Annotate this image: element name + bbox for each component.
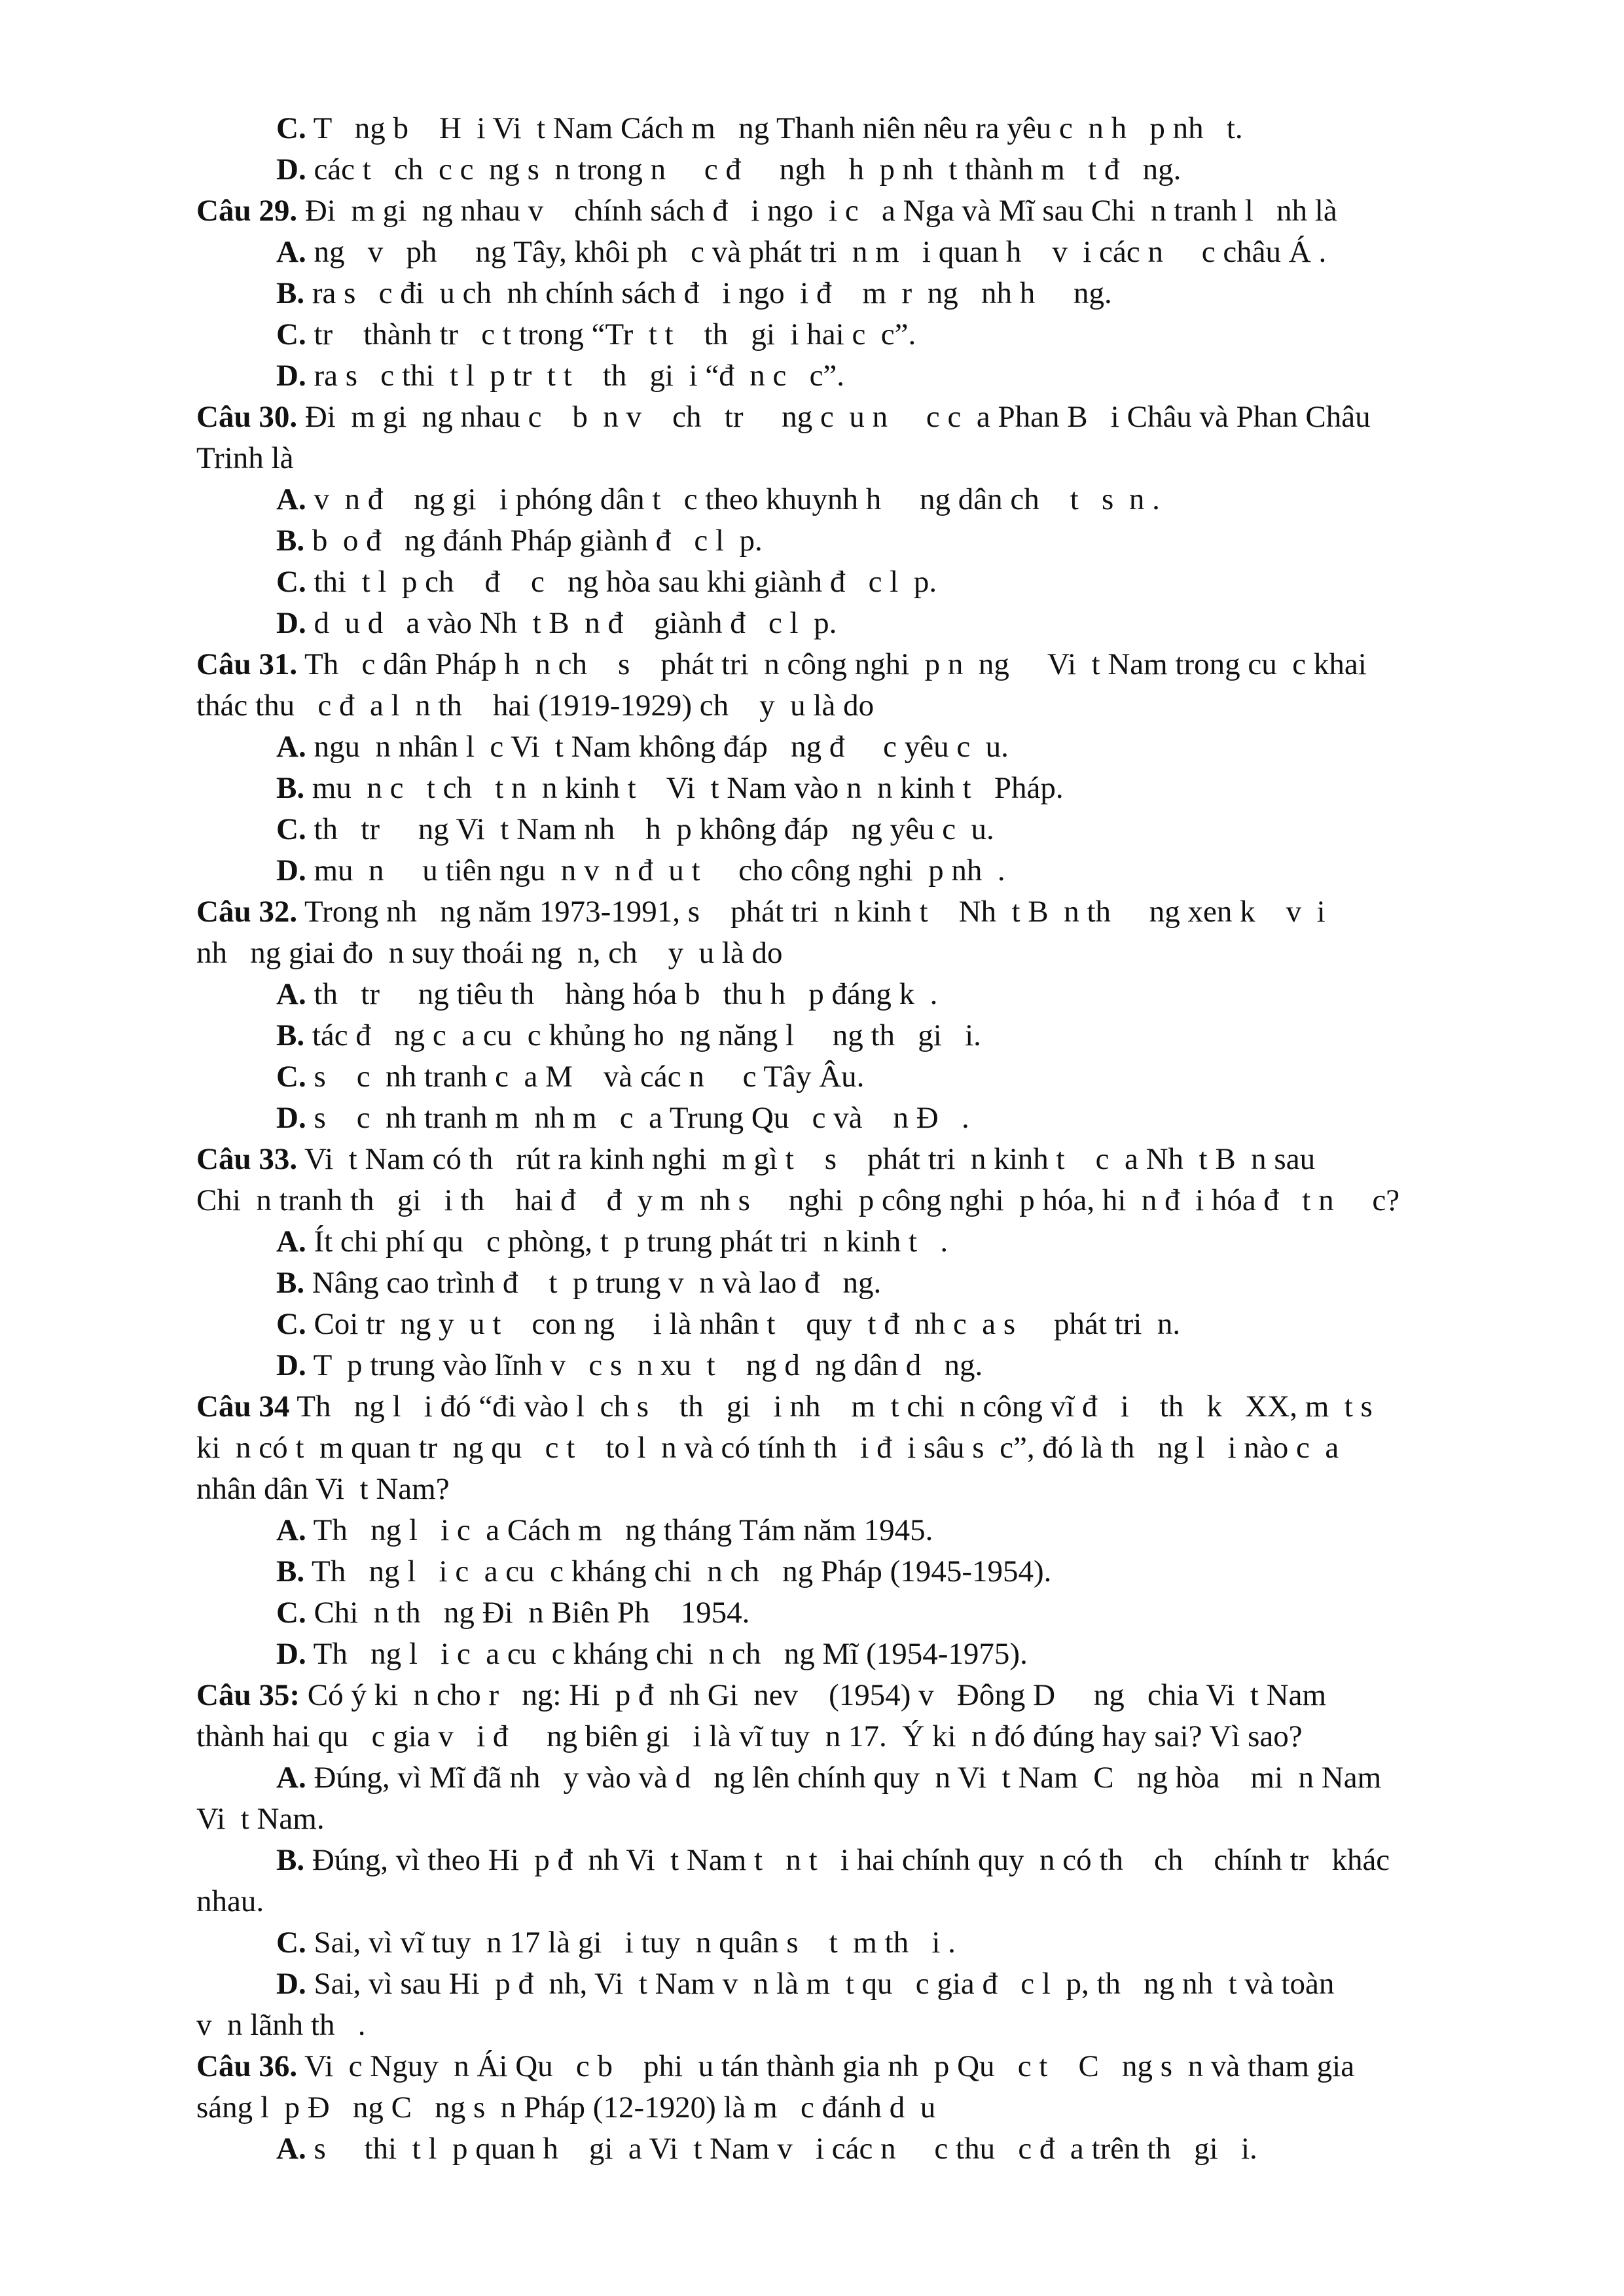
line-text: ra s c đi u ch nh chính sách đ i ngo i đ m r ng nh h ng. <box>304 276 1112 310</box>
option-letter: A. <box>276 1513 306 1547</box>
option-letter: D. <box>276 853 306 888</box>
answer-option-line <box>196 1015 1499 1056</box>
answer-option-line <box>196 1757 1499 1798</box>
line-text: s c nh tranh m nh m c a Trung Qu c và n Đ . <box>306 1101 969 1135</box>
line-text: T p trung vào lĩnh v c s n xu t ng d ng dân d ng. <box>306 1348 983 1382</box>
question-line <box>196 397 1499 437</box>
text-line <box>196 2005 1499 2045</box>
answer-option-line <box>196 149 1499 190</box>
answer-option-line <box>196 809 1499 850</box>
text-line <box>196 1427 1499 1468</box>
answer-option-line <box>196 355 1499 396</box>
question-line <box>196 891 1499 932</box>
answer-option-line <box>196 974 1499 1014</box>
line-text: th tr ng Vi t Nam nh h p không đáp ng yêu c u. <box>306 812 994 846</box>
answer-option-line <box>196 1840 1499 1880</box>
option-letter: C. <box>276 1060 306 1094</box>
question-list <box>196 108 1499 2169</box>
line-text: Vi t Nam có th rút ra kinh nghi m gì t s phát tri n kinh t c a Nh t B n sau <box>297 1142 1316 1176</box>
line-text: ki n có t m quan tr ng qu c t to l n và có tính th i đ i sâu s c”, đó là th ng l i nào c a <box>196 1431 1339 1465</box>
answer-option-line <box>196 1922 1499 1963</box>
text-line <box>196 1799 1499 1839</box>
option-letter: B. <box>276 1266 305 1300</box>
line-text: các t ch c c ng s n trong n c đ ngh h p nh t thành m t đ ng. <box>306 152 1182 187</box>
question-line <box>196 644 1499 685</box>
option-letter: B. <box>276 1843 305 1877</box>
answer-option-line <box>196 1263 1499 1303</box>
option-letter: C. <box>276 317 306 351</box>
answer-option-line <box>196 850 1499 891</box>
question-number: Câu 31. <box>196 647 298 681</box>
line-text: Th c dân Pháp h n ch s phát tri n công nghi p n ng Vi t Nam trong cu c khai <box>297 647 1367 681</box>
line-text: d u d a vào Nh t B n đ giành đ c l p. <box>306 606 837 640</box>
line-text: v n lãnh th . <box>196 2008 366 2042</box>
line-text: thành hai qu c gia v i đ ng biên gi i là vĩ tuy n 17. Ý ki n đó đúng hay sai? Vì sao? <box>196 1719 1303 1753</box>
answer-option-line <box>196 1304 1499 1344</box>
option-letter: D. <box>276 606 306 640</box>
answer-option-line <box>196 232 1499 272</box>
line-text: Coi tr ng y u t con ng i là nhân t quy t đ nh c a s phát tri n. <box>306 1307 1181 1341</box>
text-line <box>196 1469 1499 1509</box>
line-text: nhau. <box>196 1884 264 1918</box>
option-letter: A. <box>276 977 306 1011</box>
question-number: Câu 33. <box>196 1142 298 1176</box>
question-line <box>196 1139 1499 1179</box>
answer-option-line <box>196 1964 1499 2004</box>
line-text: Đi m gi ng nhau v chính sách đ i ngo i c a Nga và Mĩ sau Chi n tranh l nh là <box>297 194 1337 228</box>
option-letter: D. <box>276 359 306 393</box>
option-letter: D. <box>276 1101 306 1135</box>
line-text: Vi t Nam. <box>196 1802 325 1836</box>
line-text: thác thu c đ a l n th hai (1919-1929) ch y u là do <box>196 689 875 723</box>
option-letter: B. <box>276 1018 305 1052</box>
option-letter: C. <box>276 565 306 599</box>
answer-option-line <box>196 1592 1499 1633</box>
option-letter: A. <box>276 1225 306 1259</box>
line-text: ra s c thi t l p tr t t th gi i “đ n c c”. <box>306 359 845 393</box>
answer-option-line <box>196 479 1499 520</box>
option-letter: D. <box>276 1637 306 1671</box>
line-text: Sai, vì sau Hi p đ nh, Vi t Nam v n là m t qu c gia đ c l p, th ng nh t và toàn <box>306 1967 1335 2001</box>
line-text: th tr ng tiêu th hàng hóa b thu h p đáng k . <box>306 977 938 1011</box>
option-letter: A. <box>276 2132 306 2166</box>
question-number: Câu 29. <box>196 194 298 228</box>
line-text: Đúng, vì theo Hi p đ nh Vi t Nam t n t i hai chính quy n có th ch chính tr khác <box>304 1843 1390 1877</box>
option-letter: D. <box>276 152 306 187</box>
line-text: Th ng l i c a Cách m ng tháng Tám năm 1945. <box>306 1513 933 1547</box>
line-text: Ít chi phí qu c phòng, t p trung phát tri n kinh t . <box>306 1225 948 1259</box>
option-letter: A. <box>276 1761 306 1795</box>
question-number: Câu 30. <box>196 400 298 434</box>
option-letter: D. <box>276 1967 306 2001</box>
option-letter: C. <box>276 1926 306 1960</box>
option-letter: C. <box>276 1307 306 1341</box>
answer-option-line <box>196 314 1499 355</box>
answer-option-line <box>196 1551 1499 1592</box>
line-text: Vi c Nguy n Ái Qu c b phi u tán thành gia nh p Qu c t C ng s n và tham gia <box>297 2049 1355 2083</box>
line-text: mu n u tiên ngu n v n đ u t cho công nghi p nh . <box>306 853 1005 888</box>
line-text: Nâng cao trình đ t p trung v n và lao đ ng. <box>304 1266 882 1300</box>
line-text: s c nh tranh c a M và các n c Tây Âu. <box>306 1060 865 1094</box>
line-text: Trong nh ng năm 1973-1991, s phát tri n kinh t Nh t B n th ng xen k v i <box>297 895 1326 929</box>
line-text: ng v ph ng Tây, khôi ph c và phát tri n m i quan h v i các n c châu Á . <box>306 235 1327 269</box>
text-line <box>196 1716 1499 1757</box>
answer-option-line <box>196 1510 1499 1551</box>
line-text: Chi n th ng Đi n Biên Ph 1954. <box>306 1596 750 1630</box>
line-text: Trinh là <box>196 441 294 475</box>
question-number: Câu 36. <box>196 2049 298 2083</box>
option-letter: B. <box>276 1554 305 1588</box>
line-text: b o đ ng đánh Pháp giành đ c l p. <box>304 524 763 558</box>
option-letter: D. <box>276 1348 306 1382</box>
answer-option-line <box>196 1098 1499 1138</box>
option-letter: A. <box>276 482 306 516</box>
answer-option-line <box>196 520 1499 561</box>
line-text: Sai, vì vĩ tuy n 17 là gi i tuy n quân s t m th i . <box>306 1926 956 1960</box>
question-number: Câu 35: <box>196 1678 300 1712</box>
line-text: Có ý ki n cho r ng: Hi p đ nh Gi nev (1954) v Đông D ng chia Vi t Nam <box>299 1678 1327 1712</box>
line-text: thi t l p ch đ c ng hòa sau khi giành đ c l p. <box>306 565 937 599</box>
answer-option-line <box>196 1634 1499 1674</box>
answer-option-line <box>196 2128 1499 2169</box>
text-line <box>196 685 1499 726</box>
line-text: tác đ ng c a cu c khủng ho ng năng l ng th gi i. <box>304 1018 981 1052</box>
answer-option-line <box>196 603 1499 643</box>
answer-option-line <box>196 1056 1499 1097</box>
line-text: nhân dân Vi t Nam? <box>196 1472 450 1506</box>
option-letter: C. <box>276 1596 306 1630</box>
option-letter: A. <box>276 730 306 764</box>
question-number: Câu 32. <box>196 895 298 929</box>
option-letter: B. <box>276 771 305 805</box>
line-text: Đúng, vì Mĩ đã nh y vào và d ng lên chính quy n Vi t Nam C ng hòa mi n Nam <box>306 1761 1382 1795</box>
line-text: ngu n nhân l c Vi t Nam không đáp ng đ c yêu c u. <box>306 730 1009 764</box>
text-line <box>196 1881 1499 1922</box>
line-text: Chi n tranh th gi i th hai đ đ y m nh s nghi p công nghi p hóa, hi n đ i hóa đ t n c? <box>196 1183 1400 1217</box>
answer-option-line <box>196 108 1499 149</box>
question-number: Câu 34 <box>196 1390 290 1424</box>
exam-page <box>196 108 1499 2170</box>
line-text: nh ng giai đo n suy thoái ng n, ch y u là do <box>196 936 783 970</box>
line-text: s thi t l p quan h gi a Vi t Nam v i các n c thu c đ a trên th gi i. <box>306 2132 1257 2166</box>
option-letter: C. <box>276 111 306 145</box>
answer-option-line <box>196 726 1499 767</box>
option-letter: B. <box>276 276 305 310</box>
option-letter: A. <box>276 235 306 269</box>
line-text: mu n c t ch t n n kinh t Vi t Nam vào n n kinh t Pháp. <box>304 771 1064 805</box>
answer-option-line <box>196 1221 1499 1262</box>
line-text: Đi m gi ng nhau c b n v ch tr ng c u n c c a Phan B i Châu và Phan Châu <box>297 400 1371 434</box>
text-line <box>196 1180 1499 1221</box>
line-text: Th ng l i đó “đi vào l ch s th gi i nh m t chi n công vĩ đ i th k XX, m t s <box>289 1390 1373 1424</box>
question-line <box>196 2046 1499 2087</box>
answer-option-line <box>196 1345 1499 1386</box>
line-text: T ng b H i Vi t Nam Cách m ng Thanh niên nêu ra yêu c n h p nh t. <box>306 111 1243 145</box>
text-line <box>196 2087 1499 2128</box>
option-letter: B. <box>276 524 305 558</box>
answer-option-line <box>196 273 1499 314</box>
text-line <box>196 933 1499 973</box>
line-text: sáng l p Đ ng C ng s n Pháp (12-1920) là m c đánh d u <box>196 2090 936 2125</box>
question-line <box>196 1386 1499 1427</box>
question-line <box>196 1675 1499 1715</box>
line-text: Th ng l i c a cu c kháng chi n ch ng Pháp (1945-1954). <box>304 1554 1052 1588</box>
line-text: tr thành tr c t trong “Tr t t th gi i hai c c”. <box>306 317 916 351</box>
line-text: v n đ ng gi i phóng dân t c theo khuynh h ng dân ch t s n . <box>306 482 1160 516</box>
question-line <box>196 190 1499 231</box>
line-text: Th ng l i c a cu c kháng chi n ch ng Mĩ (1954-1975). <box>306 1637 1028 1671</box>
text-line <box>196 438 1499 478</box>
answer-option-line <box>196 562 1499 602</box>
option-letter: C. <box>276 812 306 846</box>
answer-option-line <box>196 768 1499 808</box>
